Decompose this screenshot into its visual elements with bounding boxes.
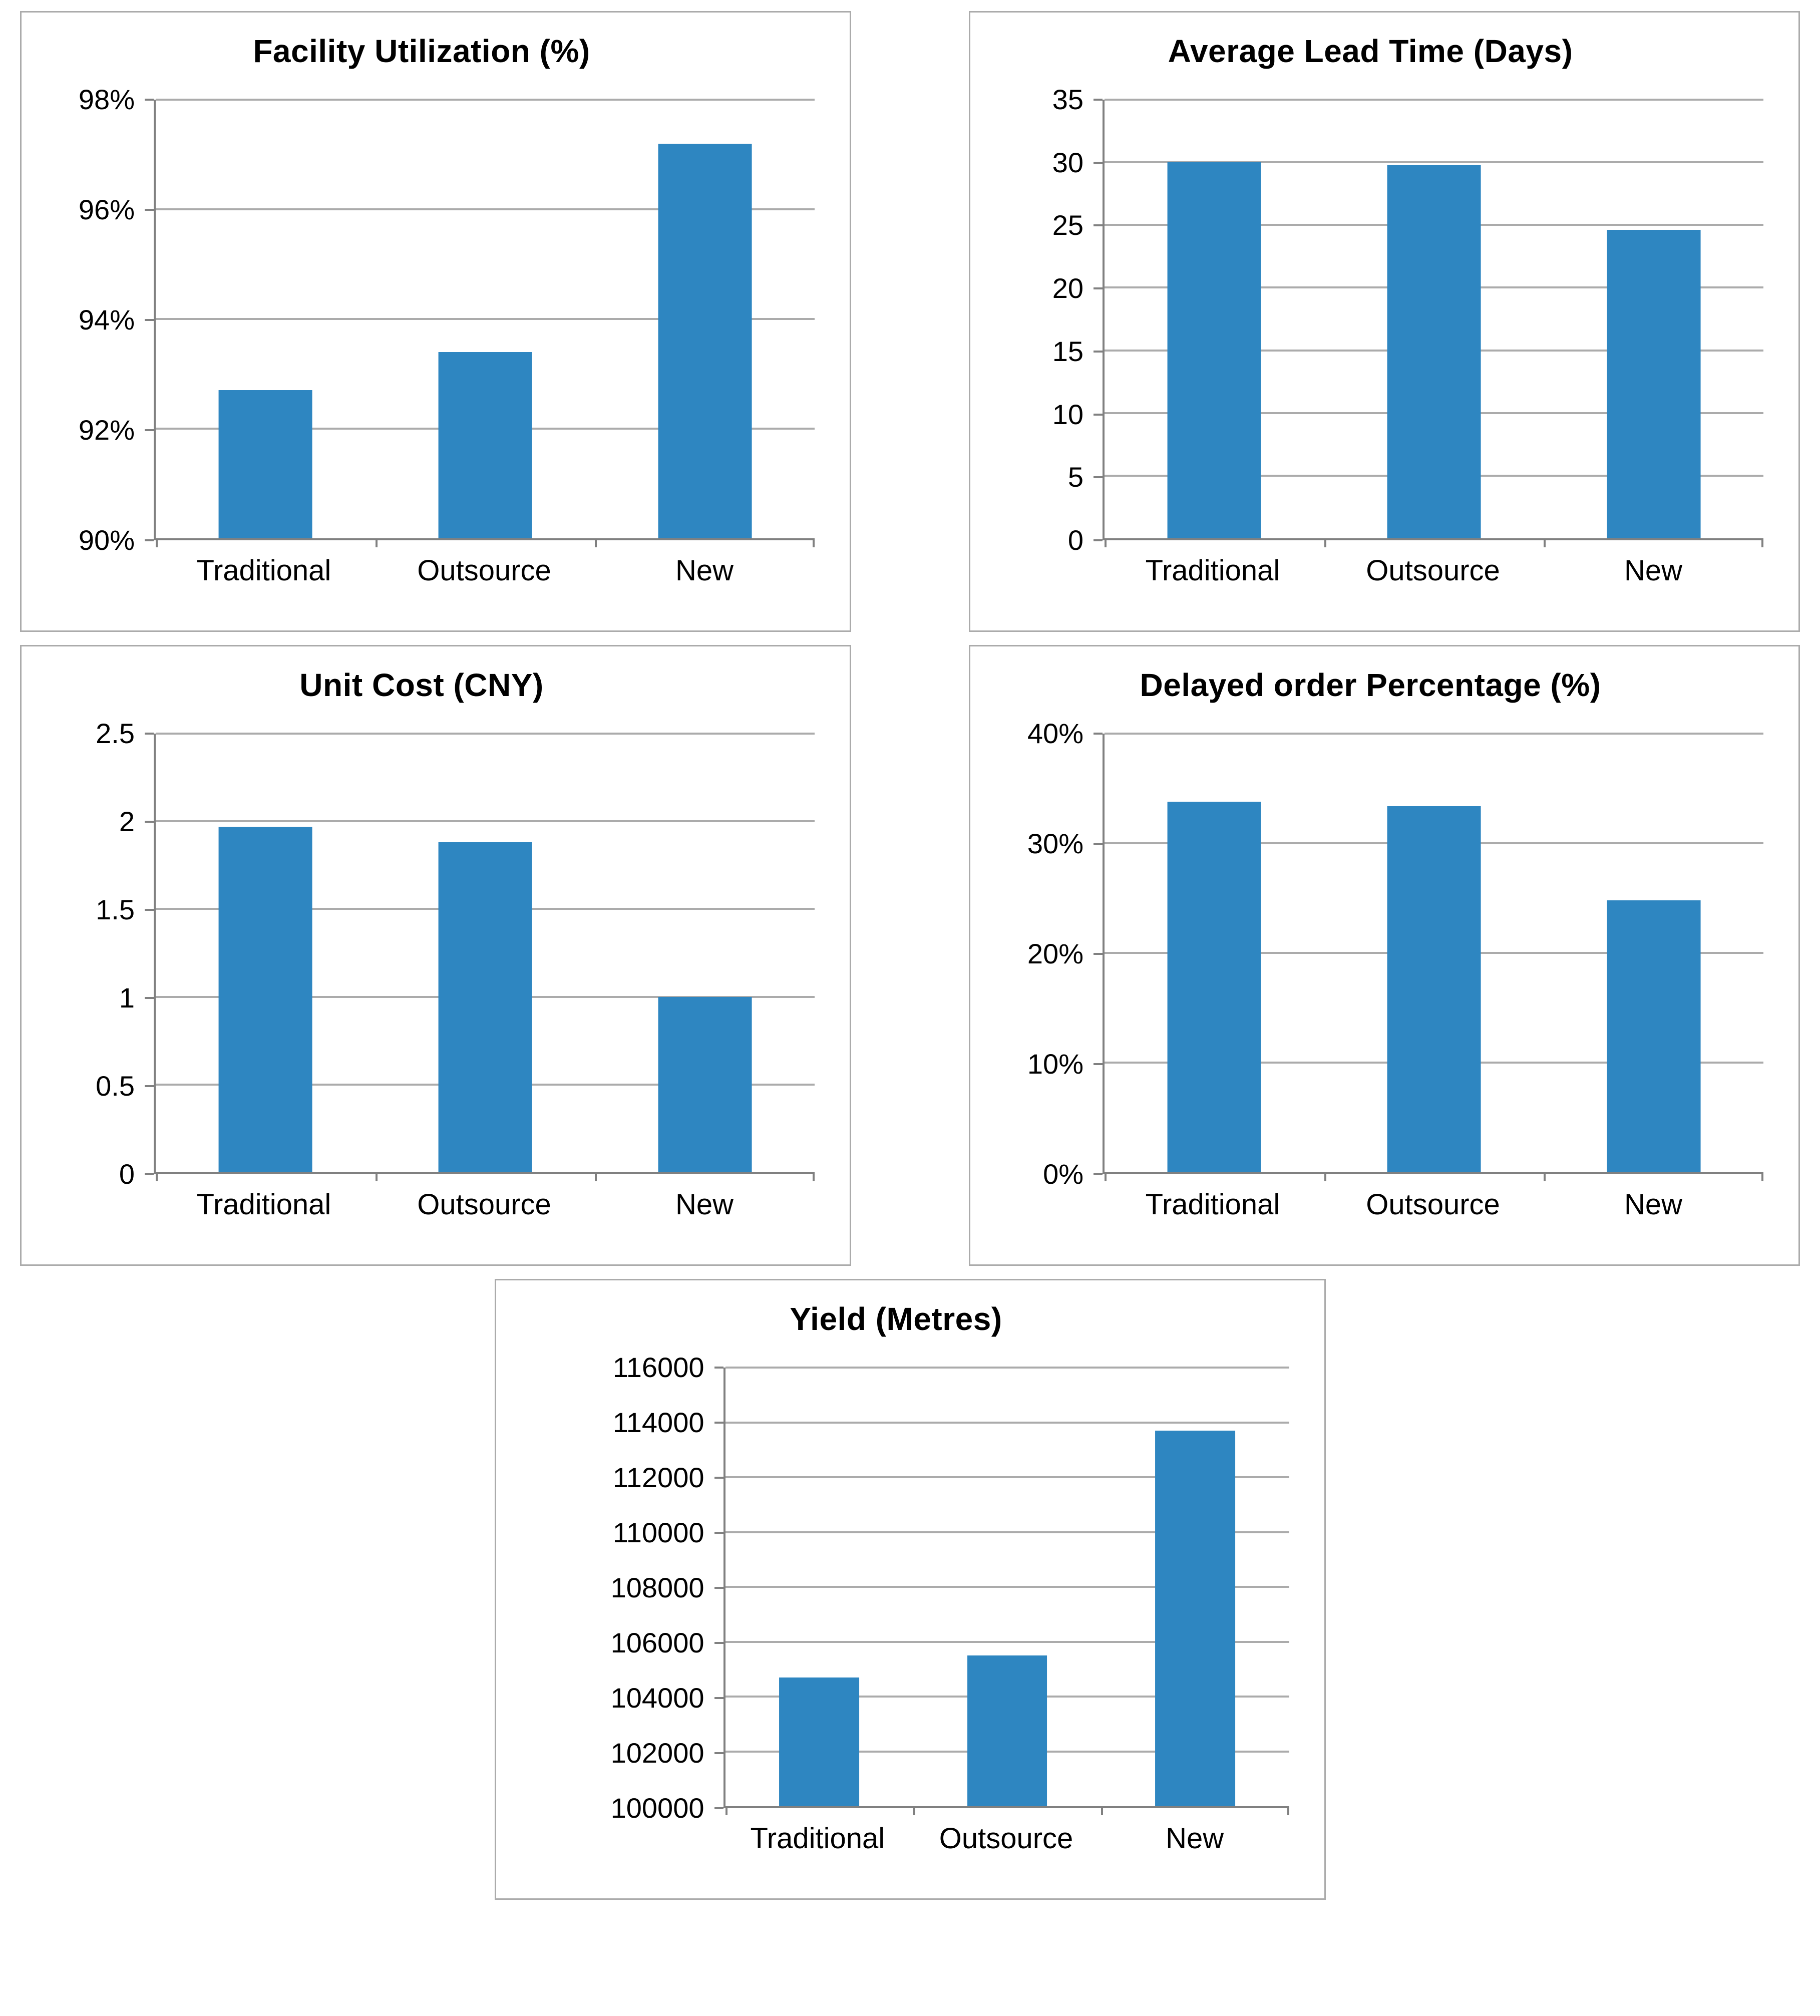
chart-title: Facility Utilization (%) (253, 33, 590, 69)
gridline (725, 1367, 1289, 1369)
bar-traditional (779, 1677, 859, 1806)
y-tick-label: 0% (1043, 1158, 1083, 1190)
y-tick-mark (1094, 1063, 1103, 1065)
y-tick-mark (714, 1697, 723, 1699)
x-category-label-new: New (1624, 1188, 1683, 1221)
y-tick-label: 96% (78, 194, 135, 225)
y-tick-mark (145, 909, 154, 911)
y-tick-label: 15 (1052, 335, 1083, 367)
y-tick-mark (1094, 162, 1103, 164)
bar-outsource (439, 352, 532, 538)
y-tick-label: 0.5 (96, 1070, 135, 1102)
y-axis (977, 84, 1103, 556)
y-tick-mark (1094, 953, 1103, 955)
y-tick-label: 2.5 (96, 718, 135, 749)
chart-average-lead-time (969, 11, 1800, 632)
bar-new (1607, 900, 1700, 1172)
y-tick-label: 10 (1052, 398, 1083, 430)
bar-new (658, 144, 752, 538)
chart-body (977, 718, 1763, 1237)
y-tick-mark (714, 1587, 723, 1589)
y-tick-mark (1094, 733, 1103, 735)
y-tick-mark (714, 1477, 723, 1479)
chart-unit-cost (20, 645, 851, 1266)
gridline (1105, 733, 1763, 735)
chart-row-1 (20, 11, 1800, 632)
y-tick-label: 100000 (610, 1792, 704, 1824)
chart-body (503, 1352, 1289, 1871)
y-tick-label: 94% (78, 304, 135, 335)
x-category-label-outsource: Outsource (1366, 554, 1500, 587)
y-tick-label: 90% (78, 524, 135, 556)
x-category-label-traditional: Traditional (196, 1188, 331, 1221)
chart-row-2 (20, 645, 1800, 1266)
y-tick-label: 1.5 (96, 894, 135, 925)
gridline (725, 1422, 1289, 1424)
y-tick-label: 35 (1052, 84, 1083, 115)
y-tick-label: 2 (119, 806, 135, 837)
y-tick-label: 114000 (612, 1407, 704, 1438)
y-axis (503, 1352, 723, 1824)
bar-traditional (1168, 802, 1261, 1172)
plot-column (154, 100, 815, 603)
x-category-label-outsource: Outsource (939, 1822, 1073, 1855)
y-tick-label: 1 (119, 982, 135, 1014)
y-tick-mark (145, 997, 154, 999)
y-tick-mark (714, 1642, 723, 1644)
y-tick-mark (1094, 476, 1103, 478)
plot-area (154, 734, 815, 1174)
y-tick-mark (145, 99, 154, 101)
y-tick-label: 116000 (612, 1352, 704, 1383)
gridline (156, 99, 815, 101)
y-tick-label: 40% (1027, 718, 1083, 749)
y-tick-mark (714, 1367, 723, 1369)
y-tick-mark (145, 821, 154, 823)
y-tick-label: 108000 (610, 1572, 704, 1603)
bar-outsource (967, 1655, 1047, 1806)
chart-title: Delayed order Percentage (%) (1140, 667, 1601, 703)
bar-outsource (439, 842, 532, 1172)
y-tick-label: 104000 (610, 1682, 704, 1714)
gridline (1105, 99, 1763, 101)
y-tick-mark (714, 1422, 723, 1424)
x-category-label-new: New (675, 1188, 734, 1221)
y-tick-mark (714, 1807, 723, 1809)
y-tick-mark (714, 1532, 723, 1534)
y-tick-label: 0 (1067, 524, 1083, 556)
bar-outsource (1387, 165, 1481, 538)
x-category-label-new: New (675, 554, 734, 587)
gridline (156, 733, 815, 735)
y-tick-label: 5 (1067, 461, 1083, 493)
y-tick-label: 0 (119, 1158, 135, 1190)
bar-new (658, 997, 752, 1172)
y-tick-mark (1094, 843, 1103, 845)
x-axis-labels (154, 540, 815, 603)
x-category-label-new: New (1166, 1822, 1224, 1855)
y-tick-label: 20% (1027, 938, 1083, 969)
y-tick-mark (1094, 287, 1103, 289)
y-tick-label: 10% (1027, 1048, 1083, 1080)
y-tick-label: 102000 (610, 1737, 704, 1769)
y-tick-label: 112000 (612, 1462, 704, 1493)
x-category-label-traditional: Traditional (1145, 1188, 1280, 1221)
y-tick-label: 20 (1052, 272, 1083, 304)
x-category-label-traditional: Traditional (750, 1822, 885, 1855)
y-tick-mark (145, 319, 154, 321)
plot-area (154, 100, 815, 540)
y-tick-mark (145, 1173, 154, 1175)
bar-outsource (1387, 806, 1481, 1172)
chart-yield-metres (495, 1279, 1326, 1900)
chart-facility-utilization (20, 11, 851, 632)
x-axis-labels (154, 1174, 815, 1237)
chart-body (29, 84, 815, 603)
x-axis-labels (723, 1808, 1289, 1871)
plot-column (723, 1368, 1289, 1871)
y-tick-mark (1094, 351, 1103, 353)
x-axis-labels (1103, 540, 1763, 603)
y-tick-label: 30 (1052, 146, 1083, 178)
y-tick-label: 92% (78, 414, 135, 446)
y-tick-mark (145, 429, 154, 431)
y-tick-mark (1094, 414, 1103, 416)
y-tick-mark (1094, 224, 1103, 226)
bar-traditional (1168, 162, 1261, 538)
bar-traditional (219, 827, 312, 1172)
plot-area (723, 1368, 1289, 1808)
x-category-label-traditional: Traditional (1145, 554, 1280, 587)
bar-traditional (219, 390, 312, 538)
plot-column (1103, 734, 1763, 1237)
x-category-label-traditional: Traditional (196, 554, 331, 587)
y-tick-label: 106000 (610, 1627, 704, 1658)
y-tick-label: 30% (1027, 828, 1083, 859)
y-tick-mark (145, 1085, 154, 1087)
y-tick-mark (1094, 539, 1103, 541)
chart-title: Yield (Metres) (790, 1301, 1002, 1337)
gridline (156, 820, 815, 822)
y-tick-mark (714, 1752, 723, 1754)
chart-title: Unit Cost (CNY) (299, 667, 544, 703)
bar-new (1607, 230, 1700, 538)
x-category-label-outsource: Outsource (1366, 1188, 1500, 1221)
chart-title: Average Lead Time (Days) (1168, 33, 1573, 69)
y-tick-mark (145, 733, 154, 735)
plot-area (1103, 734, 1763, 1174)
y-tick-mark (145, 539, 154, 541)
plot-column (1103, 100, 1763, 603)
x-axis-labels (1103, 1174, 1763, 1237)
chart-row-3 (20, 1279, 1800, 1900)
y-tick-label: 110000 (612, 1517, 704, 1548)
y-tick-mark (1094, 99, 1103, 101)
plot-area (1103, 100, 1763, 540)
chart-body (977, 84, 1763, 603)
chart-body (29, 718, 815, 1237)
y-tick-mark (145, 209, 154, 211)
bar-new (1155, 1431, 1235, 1806)
x-category-label-outsource: Outsource (417, 1188, 551, 1221)
y-axis (29, 718, 154, 1190)
y-axis (29, 84, 154, 556)
y-tick-label: 25 (1052, 209, 1083, 241)
x-category-label-outsource: Outsource (417, 554, 551, 587)
x-category-label-new: New (1624, 554, 1683, 587)
plot-column (154, 734, 815, 1237)
chart-delayed-order-percentage (969, 645, 1800, 1266)
y-tick-mark (1094, 1173, 1103, 1175)
y-tick-label: 98% (78, 84, 135, 115)
y-axis (977, 718, 1103, 1190)
